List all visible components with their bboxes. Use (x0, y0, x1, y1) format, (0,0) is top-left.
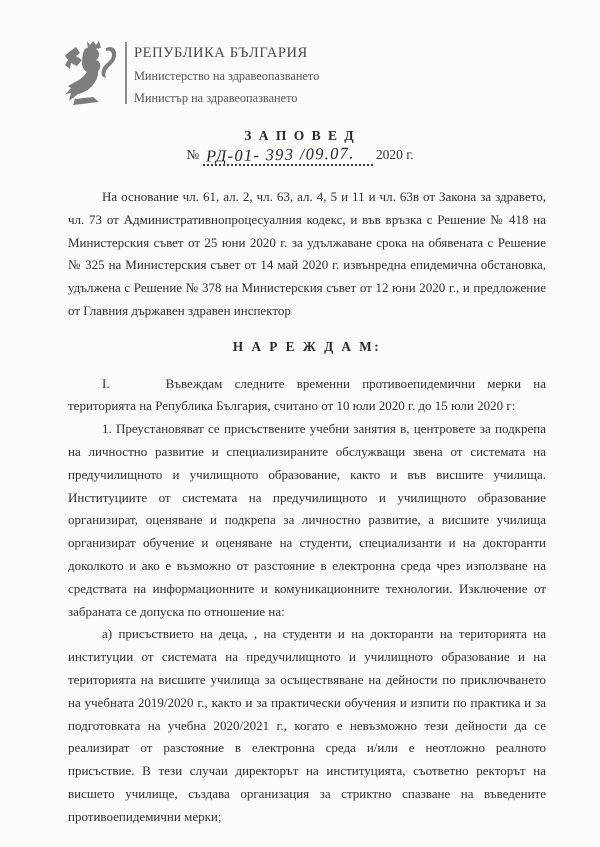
bulgarian-coat-of-arms-icon (64, 40, 120, 106)
number-year: 2020 г. (375, 147, 414, 162)
point-1a-paragraph: а) присъствието на деца, , на студенти и на докторанти на територията на институции от системата на предучилищното и училищното образование и на територията на висшите училища за осъществяване на дейности по приключването на учебната 2019/2020 г., както и за практически обучения и изпити по практика и за подготовката на учебна 2020/2021 г., когато е невъзможно тези дейности да се реализират от разстояние в електронна среда и/или е неотложно реалното присъствие. В тези случаи директорът на институцията, съответно ректорът на висшето училище, създава организация за стриктно спазване на въведените противоепидемични мерки; (68, 626, 546, 824)
minister-line: Министър на здравеопазването (134, 91, 298, 105)
point-1-paragraph: 1. Преустановяват се присъствените учебни занятия в, центровете за подкрепа на личностно развитие и специализираните обслужващи звена от системата на предучилищното и училищното образование, както и във висшите училища. Институциите от системата на предучилищното и училищното образование организират, оценяване и подкрепа за личностно развитие, а висшите училища организират обучение и оценяване на студенти, специализанти и на докторанти доколкото и ако е възможно от разстояние в електронна среда чрез използване на средствата на информационните и комуникационните технологии. Изключение от забраната се допуска по отношение на: (68, 421, 546, 619)
section-1-number: I. (102, 375, 110, 391)
letterhead (64, 40, 319, 113)
republic-title: РЕПУБЛИКА БЪЛГАРИЯ (134, 45, 308, 61)
order-body (68, 186, 546, 829)
number-prefix: № (186, 147, 200, 162)
ministry-line: Министерство на здравеопазването (134, 69, 320, 83)
order-heading: Н А Р Е Ж Д А М: (232, 338, 382, 354)
letterhead-divider (125, 42, 127, 104)
letterhead-text (134, 40, 319, 113)
number-dotted-line (203, 143, 373, 166)
section-1-text: Въвеждам следните временни противоепидемични мерки на територията на Република България, считано от 10 юли 2020 г. до 15 юли 2020 г: (68, 375, 546, 414)
order-title: З А П О В Е Д (244, 128, 356, 143)
section-1-paragraph (68, 373, 546, 419)
preamble-paragraph: На основание чл. 61, ал. 2, чл. 63, ал. 4, 5 и 11 и чл. 63в от Закона за здравето, чл. 73 от Административнопроцесуалния кодекс, и във връзка с Решение № 418 на Министерския съвет от 25 юни 2020 г. за удължаване срока на обявената с Решение № 325 на Министерския съвет от 14 май 2020 г. извънредна епидемична обстановка, удължена с Решение № 378 на Министерския съвет от 12 юни 2020 г., и предложение от Главния държавен здравен инспектор (68, 189, 546, 318)
order-number-line (0, 143, 600, 166)
handwritten-order-number: РД-01- 393 /09.07. (206, 143, 356, 166)
